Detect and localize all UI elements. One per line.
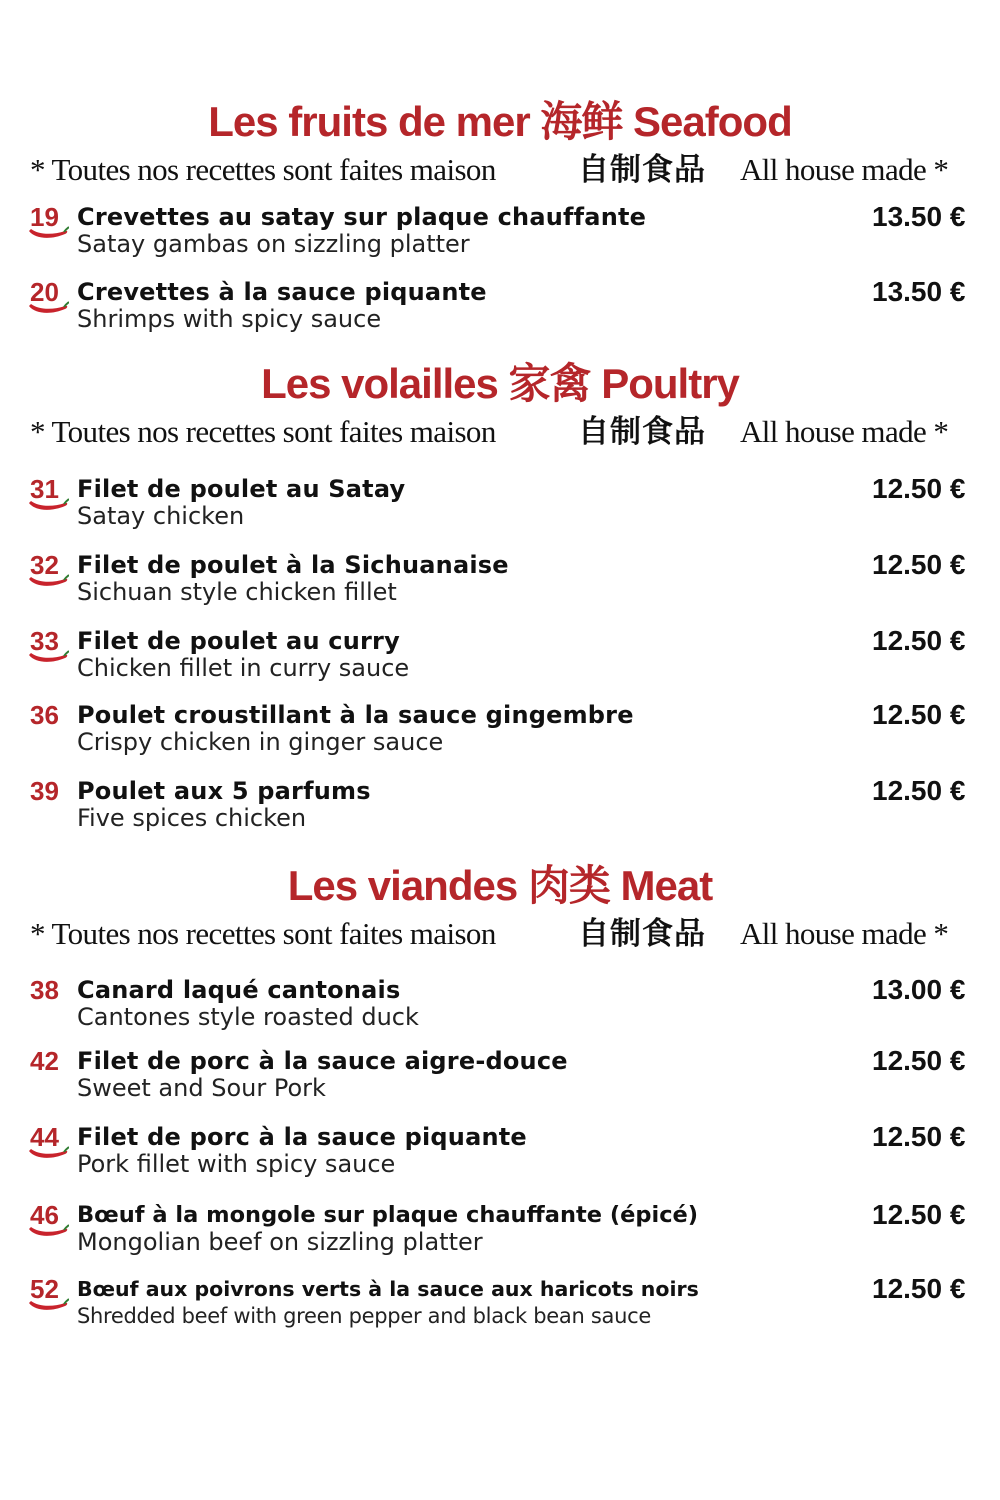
section-seafood — [0, 96, 1000, 190]
item-description: Pork fillet with spicy sauce — [77, 1150, 396, 1178]
chili-pepper-icon — [27, 1298, 69, 1314]
item-price: 12.50 € — [872, 1273, 966, 1304]
item-description: Mongolian beef on sizzling platter — [77, 1228, 483, 1256]
menu-item — [0, 1198, 1000, 1260]
menu-item — [0, 1120, 1000, 1182]
item-number: 31 — [30, 474, 59, 504]
menu-item — [0, 973, 1000, 1035]
item-description: Crispy chicken in ginger sauce — [77, 728, 444, 756]
item-name: Filet de porc à la sauce piquante — [77, 1123, 527, 1151]
item-name: Filet de poulet au Satay — [77, 475, 406, 503]
item-number: 33 — [30, 626, 59, 656]
item-name: Poulet aux 5 parfums — [77, 777, 371, 805]
item-price: 13.00 € — [872, 974, 966, 1005]
item-description: Satay chicken — [77, 502, 245, 530]
item-number: 38 — [30, 975, 59, 1005]
note-english: All house made * — [740, 916, 949, 951]
item-price: 12.50 € — [872, 1121, 966, 1152]
item-number: 42 — [30, 1046, 59, 1076]
item-description: Sichuan style chicken fillet — [77, 578, 397, 606]
chili-pepper-icon — [27, 1146, 69, 1162]
item-name: Poulet croustillant à la sauce gingembre — [77, 701, 634, 729]
item-price: 12.50 € — [872, 699, 966, 730]
house-made-note — [0, 914, 1000, 954]
item-price: 12.50 € — [872, 473, 966, 504]
item-price: 12.50 € — [872, 1199, 966, 1230]
note-chinese: 自制食品 — [578, 916, 706, 951]
item-name: Crevettes au satay sur plaque chauffante — [77, 203, 647, 231]
house-made-note — [0, 412, 1000, 452]
section-title: Les volailles 家禽 Poultry — [261, 360, 739, 407]
menu-item — [0, 275, 1000, 337]
menu-item — [0, 698, 1000, 760]
chili-pepper-icon — [27, 574, 69, 590]
menu-item — [0, 548, 1000, 610]
item-name: Bœuf à la mongole sur plaque chauffante (épicé) — [77, 1202, 699, 1228]
item-number: 19 — [30, 202, 59, 232]
item-price: 13.50 € — [872, 276, 966, 307]
item-description: Cantones style roasted duck — [77, 1003, 419, 1031]
chili-pepper-icon — [27, 226, 69, 242]
item-name: Canard laqué cantonais — [77, 976, 401, 1004]
chili-pepper-icon — [27, 498, 69, 514]
item-price: 12.50 € — [872, 1045, 966, 1076]
item-price: 12.50 € — [872, 775, 966, 806]
item-name: Filet de poulet au curry — [77, 627, 400, 655]
item-description: Satay gambas on sizzling platter — [77, 230, 470, 258]
menu-item — [0, 200, 1000, 262]
item-name: Crevettes à la sauce piquante — [77, 278, 487, 306]
menu-item — [0, 1044, 1000, 1106]
note-english: All house made * — [740, 414, 949, 449]
chili-pepper-icon — [27, 1224, 69, 1240]
note-french: * Toutes nos recettes sont faites maison — [30, 916, 496, 951]
note-french: * Toutes nos recettes sont faites maison — [30, 414, 496, 449]
chili-pepper-icon — [27, 301, 69, 317]
item-price: 12.50 € — [872, 549, 966, 580]
item-description: Five spices chicken — [77, 804, 307, 832]
section-meat — [0, 860, 1000, 954]
item-description: Chicken fillet in curry sauce — [77, 654, 410, 682]
house-made-note — [0, 150, 1000, 190]
note-chinese: 自制食品 — [578, 152, 706, 187]
menu-item — [0, 624, 1000, 686]
menu-item — [0, 1272, 1000, 1334]
item-number: 32 — [30, 550, 59, 580]
note-chinese: 自制食品 — [578, 414, 706, 449]
section-title: Les viandes 肉类 Meat — [287, 862, 713, 909]
item-number: 20 — [30, 277, 59, 307]
item-name: Filet de porc à la sauce aigre-douce — [77, 1047, 568, 1075]
item-description: Sweet and Sour Pork — [77, 1074, 326, 1102]
item-description: Shredded beef with green pepper and black bean sauce — [77, 1304, 651, 1328]
item-price: 12.50 € — [872, 625, 966, 656]
section-title: Les fruits de mer 海鲜 Seafood — [208, 98, 792, 145]
section-poultry — [0, 358, 1000, 452]
item-name: Filet de poulet à la Sichuanaise — [77, 551, 509, 579]
item-name: Bœuf aux poivrons verts à la sauce aux haricots noirs — [77, 1277, 699, 1301]
menu-item — [0, 472, 1000, 534]
note-french: * Toutes nos recettes sont faites maison — [30, 152, 496, 187]
menu-item — [0, 774, 1000, 836]
item-number: 52 — [30, 1274, 59, 1304]
chili-pepper-icon — [27, 650, 69, 666]
item-description: Shrimps with spicy sauce — [77, 305, 382, 333]
item-number: 36 — [30, 700, 59, 730]
note-english: All house made * — [740, 152, 949, 187]
item-number: 46 — [30, 1200, 59, 1230]
item-number: 44 — [30, 1122, 59, 1152]
item-number: 39 — [30, 776, 59, 806]
item-price: 13.50 € — [872, 201, 966, 232]
